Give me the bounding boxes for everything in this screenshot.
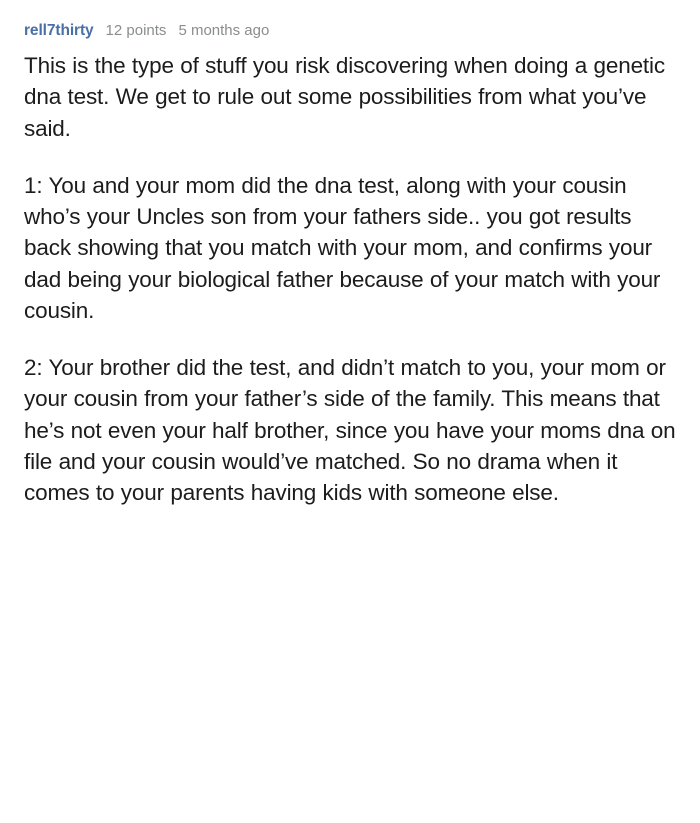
comment-meta: [24, 22, 676, 40]
comment-paragraph: 2: Your brother did the test, and didn’t match to you, your mom or your cousin from your father’s side of the family. This means that he’s not even your half brother, since you have your moms dna on file and your cousin would’ve matched. So no drama when it comes to your parents having kids with someone else.: [24, 355, 676, 506]
comment-body: [24, 50, 676, 508]
comment-author-link[interactable]: rell7thirty: [24, 22, 94, 39]
comment-points: 12 points: [105, 22, 167, 39]
comment-paragraph: This is the type of stuff you risk discovering when doing a genetic dna test. We get to rule out some possibilities from what you’ve said.: [24, 53, 665, 141]
comment-timestamp: 5 months ago: [178, 22, 270, 39]
comment-paragraph: 1: You and your mom did the dna test, along with your cousin who’s your Uncles son from your fathers side.. you got results back showing that you match with your mom, and confirms your dad being your biological father because of your match with your cousin.: [24, 172, 661, 323]
